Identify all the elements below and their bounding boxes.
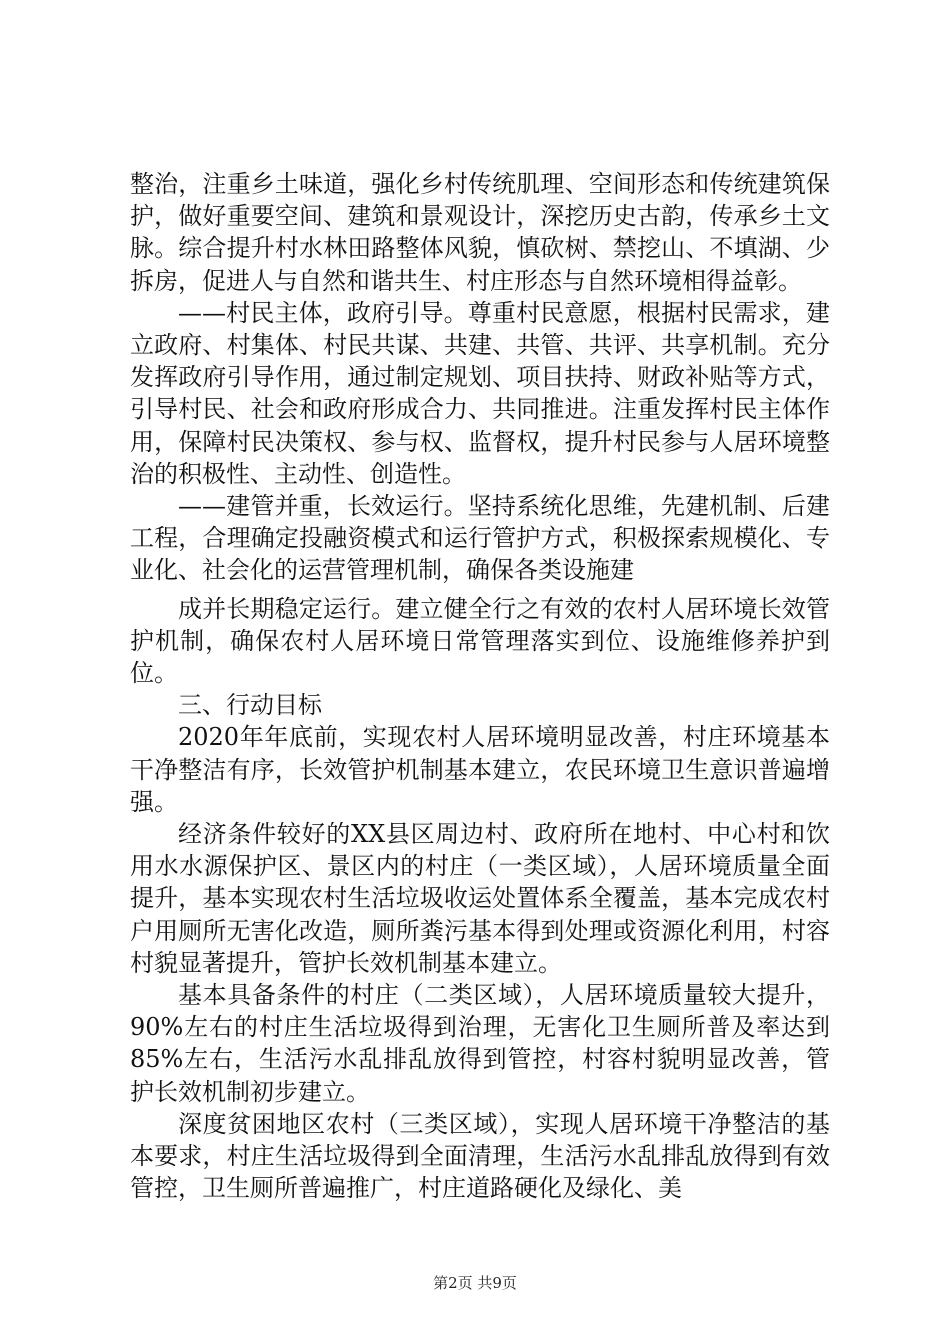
paragraph-7: 基本具备条件的村庄（二类区域），人居环境质量较大提升，90%左右的村庄生活垃圾得到治理，无害化卫生厕所普及率达到85%左右，生活污水乱排乱放得到管控，村容村貌明显改善，管护长效机制初步建立。 — [130, 981, 830, 1106]
paragraph-3: ——建管并重，长效运行。坚持系统化思维，先建机制、后建工程，合理确定投融资模式和运行管护方式，积极探索规模化、专业化、社会化的运营管理机制，确保各类设施建 — [130, 492, 830, 585]
section-heading: 三、行动目标 — [178, 691, 322, 720]
paragraph-8: 深度贫困地区农村（三类区域），实现人居环境干净整洁的基本要求，村庄生活垃圾得到全面清理，生活污水乱排乱放得到有效管控，卫生厕所普遍推广，村庄道路硬化及绿化、美 — [130, 1109, 830, 1203]
document-body — [130, 168, 830, 1205]
paragraph-1: 整治，注重乡土味道，强化乡村传统肌理、空间形态和传统建筑保护，做好重要空间、建筑和景观设计，深挖历史古韵，传承乡土文脉。综合提升村水林田路整体风貌，慎砍树、禁挖山、不填湖、少拆房，促进人与自然和谐共生、村庄形态与自然环境相得益彰。 — [130, 170, 830, 295]
page-number: 第2页 共9页 — [433, 1274, 517, 1292]
paragraph-5: 2020年年底前，实现农村人居环境明显改善，村庄环境基本干净整洁有序，长效管护机制基本建立，农民环境卫生意识普遍增强。 — [130, 723, 830, 816]
paragraph-6: 经济条件较好的XX县区周边村、政府所在地村、中心村和饮用水水源保护区、景区内的村庄（一类区域），人居环境质量全面提升，基本实现农村生活垃圾收运处置体系全覆盖，基本完成农村户用厕所无害化改造，厕所粪污基本得到处理或资源化利用，村容村貌显著提升，管护长效机制基本建立。 — [130, 820, 830, 977]
paragraph-2: ——村民主体，政府引导。尊重村民意愿，根据村民需求，建立政府、村集体、村民共谋、共建、共管、共评、共享机制。充分发挥政府引导作用，通过制定规划、项目扶持、财政补贴等方式，引导村民、社会和政府形成合力、共同推进。注重发挥村民主体作用，保障村民决策权、参与权、监督权，提升村民参与人居环境整治的积极性、主动性、创造性。 — [130, 298, 830, 488]
paragraph-4: 成并长期稳定运行。建立健全行之有效的农村人居环境长效管护机制，确保农村人居环境日常管理落实到位、设施维修养护到位。 — [130, 594, 830, 688]
